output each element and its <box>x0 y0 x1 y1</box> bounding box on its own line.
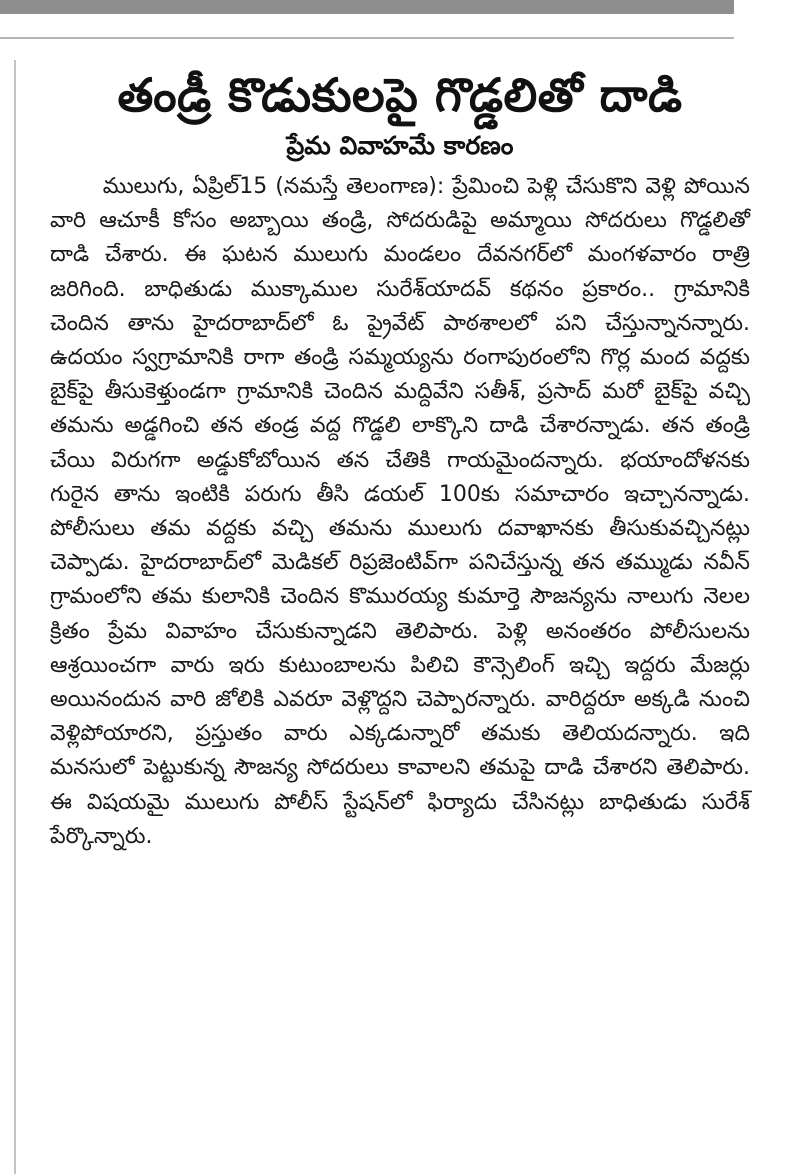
top-divider <box>0 37 734 39</box>
column-rule <box>14 60 16 1174</box>
article-headline: తండ్రీ కొడుకులపై గొడ్డలితో దాడి <box>117 68 683 122</box>
article-subheadline: ప్రేమ వివాహమే కారణం <box>286 131 514 160</box>
top-band <box>0 0 734 14</box>
article-body: ములుగు, ఏప్రిల్15 (నమస్తే తెలంగాణ): ప్రేమించి పెళ్లి చేసుకొని వెళ్లి పోయిన వారి ఆచూకీ కోసం అబ్బాయి తండ్రి, సోదరుడిపై అమ్మాయి సోదరులు గొడ్డలితో దాడి చేశారు. ఈ ఘటన ములుగు మండలం దేవనగర్‌లో మంగళవారం రాత్రి జరిగింది. బాధితుడు ముక్కాముల సురేశ్‌యాదవ్ కథనం ప్రకారం.. గ్రామానికి చెందిన తాను హైదరాబాద్‌లో ఓ ప్రైవేట్ పాఠశాలలో పని చేస్తున్నానన్నారు. ఉదయం స్వగ్రామానికి రాగా తండ్రి సమ్మయ్యను రంగాపురంలోని గొర్ల మంద వద్దకు బైక్‌పై తీసుకెళ్తుండగా గ్రామానికి చెందిన మద్దివేని సతీశ్, ప్రసాద్ మరో బైక్‌పై వచ్చి తమను అడ్డగించి తన తండ్ర వద్ద గొడ్డలి లాక్కొని దాడి చేశారన్నాడు. తన తండ్రి చేయి విరుగగా అడ్డుకోబోయిన తన చేతికి గాయమైందన్నారు. భయాందోళనకు గురైన తాను ఇంటికి పరుగు తీసి డయల్ 100కు సమాచారం ఇచ్చానన్నాడు. పోలీసులు తమ వద్దకు వచ్చి తమను ములుగు దవాఖానకు తీసుకువచ్చినట్లు చెప్పాడు. హైదరాబాద్‌లో మెడికల్ రిప్రజెంటివ్‌గా పనిచేస్తున్న తన తమ్ముడు నవీన్ గ్రామంలోని తమ కులానికి చెందిన కొమురయ్య కుమార్తె సౌజన్యను నాలుగు నెలల క్రితం ప్రేమ వివాహం చేసుకున్నాడని తెలిపారు. పెళ్లి అనంతరం పోలీసులను ఆశ్రయించగా వారు ఇరు కుటుంబాలను పిలిచి కౌన్సెలింగ్ ఇచ్చి ఇద్దరు మేజర్లు అయినందున వారి జోలికి ఎవరూ వెళ్లొద్దని చెప్పారన్నారు. వారిద్దరూ అక్కడి నుంచి వెళ్లిపోయారని, ప్రస్తుతం వారు ఎక్కడున్నారో తమకు తెలియదన్నారు. ఇది మనసులో పెట్టుకున్న సౌజన్య సోదరులు కావాలని తమపై దాడి చేశారని తెలిపారు. ఈ విషయమై ములుగు పోలీస్ స్టేషన్‌లో ఫిర్యాదు చేసినట్లు బాధితుడు సురేశ్ పేర్కొన్నారు. <box>50 174 750 849</box>
news-article <box>50 64 750 854</box>
